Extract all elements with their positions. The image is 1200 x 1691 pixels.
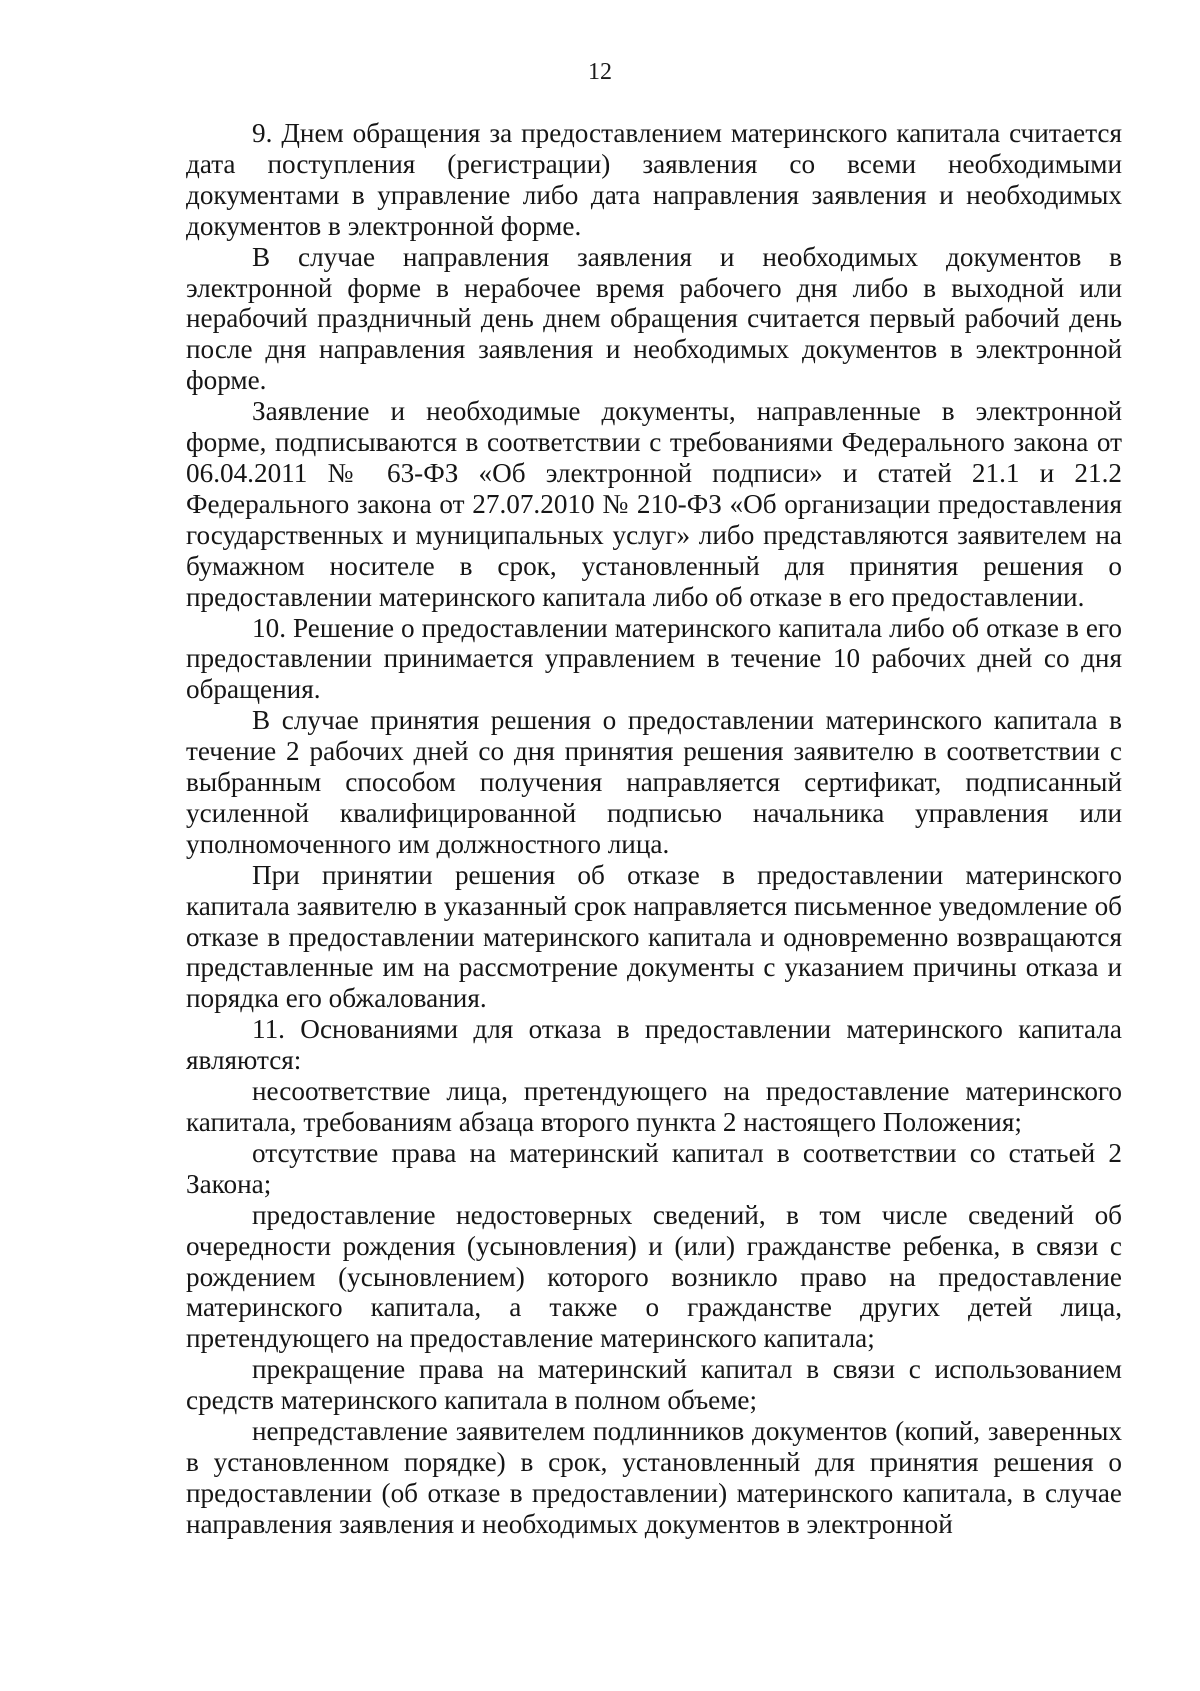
paragraph-certificate-issuance: В случае принятия решения о предоставлении материнского капитала в течение 2 рабочих дней со дня принятия решения заявителю в соответствии с выбранным способом получения направляется сертификат, подписанный усиленной квалифицированной подписью начальника управления или уполномоченного им должностного лица. [186, 705, 1122, 859]
paragraph-ground-right-terminated: прекращение права на материнский капитал в связи с использованием средств материнского капитала в полном объеме; [186, 1354, 1122, 1416]
paragraph-refusal-notice: При принятии решения об отказе в предоставлении материнского капитала заявителю в указанный срок направляется письменное уведомление об отказе в предоставлении материнского капитала и одновременно возвращаются представленные им на рассмотрение документы с указанием причины отказа и порядка его обжалования. [186, 859, 1122, 1014]
document-body [186, 118, 1122, 1540]
paragraph-item-10: 10. Решение о предоставлении материнского капитала либо об отказе в его предоставлении принимается управлением в течение 10 рабочих дней со дня обращения. [186, 612, 1122, 705]
paragraph-ground-nonconformity: несоответствие лица, претендующего на предоставление материнского капитала, требованиям абзаца второго пункта 2 настоящего Положения; [186, 1076, 1122, 1137]
paragraph-ground-false-information: предоставление недостоверных сведений, в том числе сведений об очередности рождения (усыновления) и (или) гражданстве ребенка, в связи с рождением (усыновлением) которого возникло право на предоставление материнского капитала, а также о гражданстве других детей лица, претендующего на предоставление материнского капитала; [186, 1199, 1122, 1354]
paragraph-item-9: 9. Днем обращения за предоставлением материнского капитала считается дата поступления (регистрации) заявления со всеми необходимыми документами в управление либо дата направления заявления и необходимых документов в электронной форме. [186, 118, 1122, 241]
paragraph-ground-no-originals: непредставление заявителем подлинников документов (копий, заверенных в установленном порядке) в срок, установленный для принятия решения о предоставлении (об отказе в предоставлении) материнского капитала, в случае направления заявления и необходимых документов в электронной [186, 1416, 1122, 1539]
paragraph-ground-no-right: отсутствие права на материнский капитал в соответствии со статьей 2 Закона; [186, 1137, 1122, 1199]
page-number: 12 [588, 59, 612, 85]
paragraph-electronic-submission-timing: В случае направления заявления и необходимых документов в электронной форме в нерабочее время рабочего дня либо в выходной или нерабочий праздничный день днем обращения считается первый рабочий день после дня направления заявления и необходимых документов в электронной форме. [186, 241, 1122, 396]
paragraph-item-11: 11. Основаниями для отказа в предоставлении материнского капитала являются: [186, 1014, 1122, 1076]
paragraph-electronic-signature: Заявление и необходимые документы, направленные в электронной форме, подписываются в соответствии с требованиями Федерального закона от 06.04.2011 № 63-ФЗ «Об электронной подписи» и статей 21.1 и 21.2 Федерального закона от 27.07.2010 № 210-ФЗ «Об организации предоставления государственных и муниципальных услуг» либо представляются заявителем на бумажном носителе в срок, установленный для принятия решения о предоставлении материнского капитала либо об отказе в его предоставлении. [186, 396, 1122, 612]
